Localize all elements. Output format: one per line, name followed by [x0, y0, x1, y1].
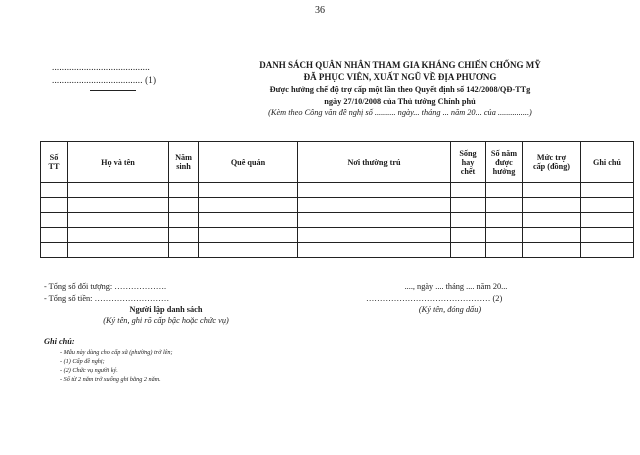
table-cell: [169, 198, 199, 213]
table-cell: [41, 183, 68, 198]
table-row: [41, 198, 634, 213]
table-cell: [298, 198, 451, 213]
table-cell: [41, 243, 68, 258]
col-header-notes: Ghi chú: [581, 142, 634, 183]
table-row: [41, 228, 634, 243]
document-title-line2: ĐÃ PHỤC VIÊN, XUẤT NGŨ VỀ ĐỊA PHƯƠNG: [303, 72, 497, 82]
col-header-hometown: Quê quán: [199, 142, 298, 183]
org-unit-line: ..................................... (1): [52, 75, 157, 85]
table-cell: [451, 243, 486, 258]
table-cell: [486, 198, 523, 213]
table-cell: [523, 183, 581, 198]
col-header-allowance: Mức trợ cấp (đồng): [523, 142, 581, 183]
table-cell: [68, 198, 169, 213]
table-cell: [486, 243, 523, 258]
table-cell: [68, 243, 169, 258]
col-header-residence: Nơi thường trú: [298, 142, 451, 183]
note-item: - (2) Chức vụ người ký.: [60, 367, 118, 374]
note-item: - Mẫu này dùng cho cấp xã (phường) trở lên;: [60, 349, 173, 356]
table-cell: [199, 243, 298, 258]
beneficiary-table: [40, 141, 634, 258]
org-divider: [90, 90, 136, 91]
table-cell: [41, 198, 68, 213]
col-header-stt: Số TT: [41, 142, 68, 183]
table-cell: [523, 243, 581, 258]
table-cell: [298, 183, 451, 198]
table-cell: [581, 198, 634, 213]
table-cell: [199, 213, 298, 228]
table-cell: [581, 213, 634, 228]
table-body: [41, 183, 634, 258]
col-header-name: Họ và tên: [68, 142, 169, 183]
table-cell: [41, 213, 68, 228]
table-cell: [298, 243, 451, 258]
reference-note: (Kèm theo Công văn đề nghị số .......... ngày... tháng ... năm 20... của ...............): [268, 108, 532, 117]
col-header-birth-year: Năm sinh: [169, 142, 199, 183]
table-cell: [581, 243, 634, 258]
signer-note: (Ký tên, đóng dấu): [418, 305, 482, 314]
page-number: 36: [315, 5, 325, 16]
notes-heading: Ghi chú:: [44, 337, 75, 346]
col-header-years: Số năm được hưởng: [486, 142, 523, 183]
table-cell: [486, 228, 523, 243]
table-cell: [451, 228, 486, 243]
table-cell: [581, 228, 634, 243]
note-item: - (1) Cấp đề nghị;: [60, 358, 105, 365]
table-cell: [523, 213, 581, 228]
preparer-note: (Ký tên, ghi rõ cấp bậc hoặc chức vụ): [103, 316, 229, 325]
note-item: - Số từ 2 năm trở xuống ghi bằng 2 năm.: [60, 376, 161, 383]
table-row: [41, 183, 634, 198]
table-cell: [451, 213, 486, 228]
table-row: [41, 243, 634, 258]
table-cell: [68, 183, 169, 198]
table-cell: [523, 228, 581, 243]
table-cell: [68, 228, 169, 243]
table-row: [41, 213, 634, 228]
total-people: - Tổng số đối tượng: ……………….: [44, 282, 167, 291]
table-cell: [451, 183, 486, 198]
org-name-line: ........................................: [52, 62, 150, 72]
document-subtitle-line2: ngày 27/10/2008 của Thủ tướng Chính phủ: [324, 97, 476, 106]
preparer-title: Người lập danh sách: [129, 305, 203, 314]
table-cell: [451, 198, 486, 213]
table-cell: [169, 213, 199, 228]
table-cell: [298, 213, 451, 228]
table-cell: [68, 213, 169, 228]
col-header-alive: Sống hay chết: [451, 142, 486, 183]
table-cell: [298, 228, 451, 243]
table-cell: [486, 213, 523, 228]
document-subtitle-line1: Được hưởng chế độ trợ cấp một lần theo Quyết định số 142/2008/QĐ-TTg: [269, 85, 531, 94]
table-cell: [169, 243, 199, 258]
document-title-line1: DANH SÁCH QUÂN NHÂN THAM GIA KHÁNG CHIẾN CHỐNG MỸ: [259, 60, 541, 70]
table-cell: [169, 228, 199, 243]
table-cell: [486, 183, 523, 198]
table-header-row: [41, 142, 634, 183]
table-cell: [199, 183, 298, 198]
total-money: - Tổng số tiền: ………………………: [44, 294, 170, 303]
table-cell: [199, 198, 298, 213]
table-cell: [523, 198, 581, 213]
signer-line: ……………………………………… (2): [366, 294, 503, 303]
date-line: ...., ngày .... tháng .... năm 20...: [404, 282, 508, 291]
table-cell: [581, 183, 634, 198]
table-cell: [199, 228, 298, 243]
table-cell: [41, 228, 68, 243]
table-cell: [169, 183, 199, 198]
